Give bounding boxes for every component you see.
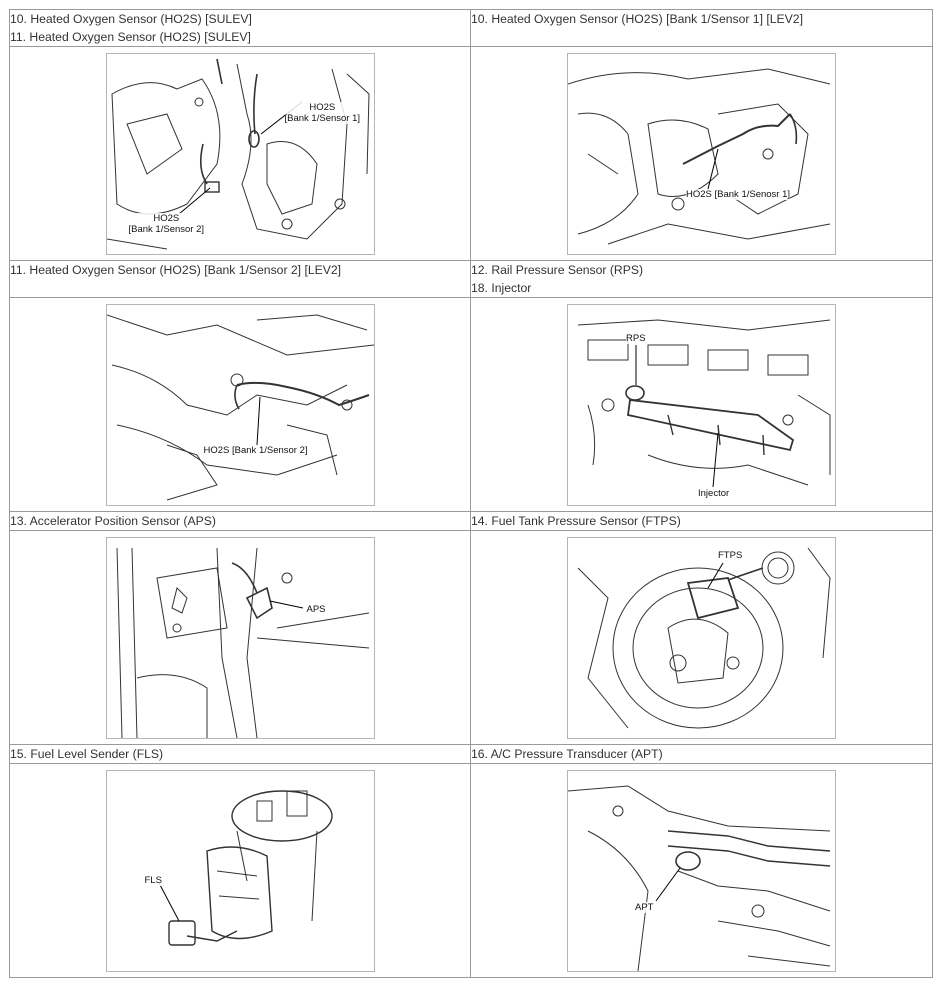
cell-image-aps <box>10 531 471 745</box>
illustration-ho2s-sulev <box>106 53 375 255</box>
cell-image-ho2s-lev2-sensor2 <box>10 298 471 512</box>
cell-title-aps <box>10 512 471 531</box>
illustration-fls <box>106 770 375 972</box>
cell-image-ho2s-lev2-sensor1 <box>471 47 933 261</box>
callout-ho2s-sensor1: HO2S [Bank 1/Senosr 1] <box>686 189 791 200</box>
cell-title-ho2s-sulev <box>10 10 471 47</box>
cell-image-ho2s-sulev <box>10 47 471 261</box>
callout-ho2s-sensor2: HO2S [Bank 1/Sensor 2] <box>203 445 308 456</box>
illustration-ho2s-lev2-sensor2 <box>106 304 375 506</box>
illustration-ftps <box>567 537 836 739</box>
callout-ho2s-sensor2: HO2S [Bank 1/Sensor 2] <box>128 213 205 235</box>
illustration-ho2s-lev2-sensor1 <box>567 53 836 255</box>
cell-title-rps-injector <box>471 261 933 298</box>
component-title: 11. Heated Oxygen Sensor (HO2S) [SULEV] <box>10 30 251 44</box>
cell-title-ho2s-lev2-sensor1 <box>471 10 933 47</box>
illustration-apt <box>567 770 836 972</box>
component-title: 14. Fuel Tank Pressure Sensor (FTPS) <box>471 514 681 528</box>
cell-image-apt <box>471 764 933 978</box>
cell-image-rps-injector <box>471 298 933 512</box>
cell-title-fls <box>10 745 471 764</box>
component-title: 12. Rail Pressure Sensor (RPS) <box>471 263 644 277</box>
sensor-location-table <box>9 9 933 978</box>
callout-injector: Injector <box>698 488 730 499</box>
callout-ftps: FTPS <box>718 550 743 561</box>
illustration-aps <box>106 537 375 739</box>
component-title: 18. Injector <box>471 281 532 295</box>
cell-title-ho2s-lev2-sensor2 <box>10 261 471 298</box>
component-title: 10. Heated Oxygen Sensor (HO2S) [Bank 1/Sensor 1] [LEV2] <box>471 12 803 26</box>
illustration-rps-injector <box>567 304 836 506</box>
callout-fls: FLS <box>144 875 162 886</box>
callout-rps: RPS <box>626 333 646 344</box>
callout-aps: APS <box>306 604 326 615</box>
component-title: 13. Accelerator Position Sensor (APS) <box>10 514 216 528</box>
component-title: 10. Heated Oxygen Sensor (HO2S) [SULEV] <box>10 12 252 26</box>
component-title: 11. Heated Oxygen Sensor (HO2S) [Bank 1/Sensor 2] [LEV2] <box>10 263 342 277</box>
cell-image-fls <box>10 764 471 978</box>
cell-image-ftps <box>471 531 933 745</box>
cell-title-apt <box>471 745 933 764</box>
callout-ho2s-sensor1: HO2S [Bank 1/Sensor 1] <box>284 102 361 124</box>
callout-apt: APT <box>635 902 654 913</box>
cell-title-ftps <box>471 512 933 531</box>
component-title: 15. Fuel Level Sender (FLS) <box>10 747 164 761</box>
component-title: 16. A/C Pressure Transducer (APT) <box>471 747 663 761</box>
